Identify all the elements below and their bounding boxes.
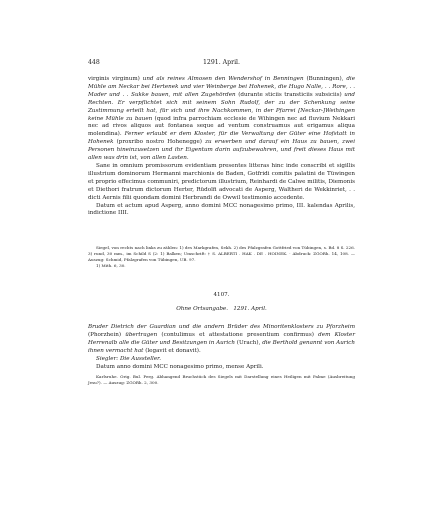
charter-4106-text (88, 76, 355, 218)
header-date: 1291. April. (203, 59, 240, 66)
charter-4107-siegler: Siegler: Die Aussteller. (96, 355, 161, 362)
charter-4107-notes (88, 374, 355, 386)
seal-notes: Siegel, von rechts nach links zu zählen: 1) des Markgrafen, Sekh. 2) des Pfalzgrafen Gottfried von Tübingen, s. Bd. 8 S. 226. 3) rund, 30 mm., im Schild S (2: 1) Balken; Umschrift: † S. ALBERTI . HAK . DE . HOINEK. · Abdruck: ZGORh. 14, 108. — Auszug: Schmid, Pfalzgrafen von Tübingen, UB. 97. (88, 245, 355, 262)
footnote: 1) Mith. 6, 30. (96, 263, 126, 268)
charter-paragraph-1: virginis virginum) und als reines Almosen den Wendershof in Benningen (Bunningen), die Mühle am Neckar bei Hertenek und vier Weinberge bei Hohenek, die Hugo Nalle, . . Rore, . . Mader und . . Sukke bauen, mit allen Zugehörden (durante sticiis transticiis subsiciis) und Rechten. Er verpflichtet sich mit seinem Sohn Rudolf, der zu der Schenkung seine Zustimmung erteilt hat, für sich und ihre Nachkommen, in der Pfarrei [Neckar-]Weihingen keine Mühle zu bauen (quod infra parrochiam ecclesie de Wihingen nec ad fluvium Nekkari nec ad rivos aliquos aut fontanea seque ad ventum construamus aut erigamus aliqua molendina). Ferner erlaubt er dem Kloster, für die Verwaltung der Güter eine Hofstatt in Hohenek (proxribo nostro Hohenegge) zu erwerben und darauf ein Haus zu bauen, zwei Personen hineinzusetzen und ihr Eigentum darin aufzubewahren, und freit dieses Haus mit allen was drin ist, von allen Lasten. (88, 76, 356, 162)
charter-4107-heading (88, 306, 355, 314)
page-number: 448 (88, 59, 100, 66)
charter-4107-datum: Datum anno domini MCC nonagesimo primo, mense Aprili. (96, 363, 264, 370)
charter-4107-paragraph: Bruder Dietrich der Guardian und die andern Brüder des Minoritenklosters zu Pforzheim (Phorzhein) übertragen (contulimus et attestatione presentium confirmus) dem Kloster Herrenalb alle die Güter und Besitzungen in Aurich (Urach), die Berthold genannt von Aurich ihnen vermacht hat (legavit et donavit). (88, 324, 356, 354)
charter-4107-number: 4107. (213, 292, 230, 298)
archive-notes: Karlsruhe. Orig. Bul. Perg. Abhangend Bruchstück des Siegels mit Darstellung eines Heiligen mit Palme (Ausbreitung Jesu?). — Auszug: ZGORh. 2, 300. (88, 374, 355, 385)
charter-4106-notes (88, 245, 355, 269)
charter-place: Ohne Ortsangabe. (176, 306, 228, 312)
charter-paragraph-2: Sane in omnium promissorum evidentiam presentes litteras hinc inde conscribi et sigillis illustrium dominorum Hermanni marchionis de Baden, Gotfridi comitis palatini de Tüwingen et proprio effecimus communiri, predictorum illustrium, Reinhardi de Calwe militis, Diemonis et Diethori fratrum dictorum Herter, Rüdolfi advocati de Asperg, Waltheri de Wekkinriet, . . dicti Aernis filii quondam domini Herbrandi de Owwil testimonio accedente. (88, 162, 355, 201)
charter-4107-text (88, 324, 355, 371)
page-header (88, 59, 355, 69)
charter-date: 1291. April. (233, 306, 267, 312)
charter-paragraph-3: Datum et actum apud Asperg, anno domini MCC nonagesimo primo, III. kalendas Aprilis, indictione IIII. (88, 202, 355, 217)
